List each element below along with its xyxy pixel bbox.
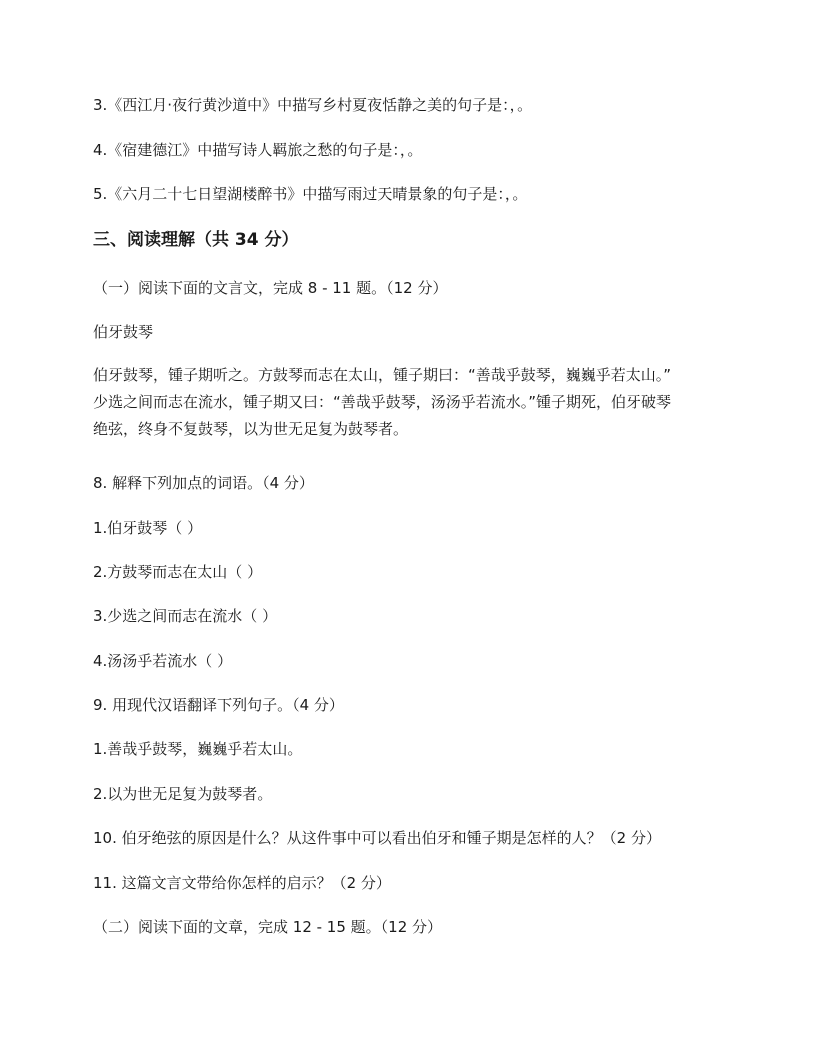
question-8-item: 3.少选之间而志在流水（ ） <box>93 607 278 625</box>
section-heading: 三、阅读理解（共 34 分） <box>93 230 299 250</box>
question-5: 5.《六月二十七日望湖楼醉书》中描写雨过天晴景象的句子是：，。 <box>93 185 528 203</box>
part1-intro: （一）阅读下面的文言文，完成 8 - 11 题。（12 分） <box>93 279 448 297</box>
question-8-item: 4.汤汤乎若流水（ ） <box>93 652 233 670</box>
passage-text <box>93 362 733 443</box>
passage-line: 少选之间而志在流水，锺子期又曰：“善哉乎鼓琴，汤汤乎若流水。”锺子期死，伯牙破琴 <box>93 393 672 411</box>
question-4: 4.《宿建德江》中描写诗人羁旅之愁的句子是：，。 <box>93 141 423 159</box>
question-3: 3.《西江月·夜行黄沙道中》中描写乡村夏夜恬静之美的句子是：，。 <box>93 96 533 114</box>
question-11: 11. 这篇文言文带给你怎样的启示？（2 分） <box>93 874 391 892</box>
passage-title: 伯牙鼓琴 <box>93 323 154 341</box>
question-9-item: 1.善哉乎鼓琴，巍巍乎若太山。 <box>93 740 303 758</box>
passage-line: 伯牙鼓琴，锺子期听之。方鼓琴而志在太山，锺子期曰：“善哉乎鼓琴，巍巍乎若太山。” <box>93 366 672 384</box>
question-9: 9. 用现代汉语翻译下列句子。（4 分） <box>93 696 344 714</box>
question-8-item: 1.伯牙鼓琴（ ） <box>93 519 203 537</box>
question-8: 8. 解释下列加点的词语。（4 分） <box>93 474 314 492</box>
question-10: 10. 伯牙绝弦的原因是什么？从这件事中可以看出伯牙和锺子期是怎样的人？（2 分） <box>93 829 661 847</box>
part2-intro: （二）阅读下面的文章，完成 12 - 15 题。（12 分） <box>93 918 443 936</box>
question-9-item: 2.以为世无足复为鼓琴者。 <box>93 785 273 803</box>
passage-line: 绝弦，终身不复鼓琴，以为世无足复为鼓琴者。 <box>93 420 409 438</box>
question-8-item: 2.方鼓琴而志在太山（ ） <box>93 563 263 581</box>
